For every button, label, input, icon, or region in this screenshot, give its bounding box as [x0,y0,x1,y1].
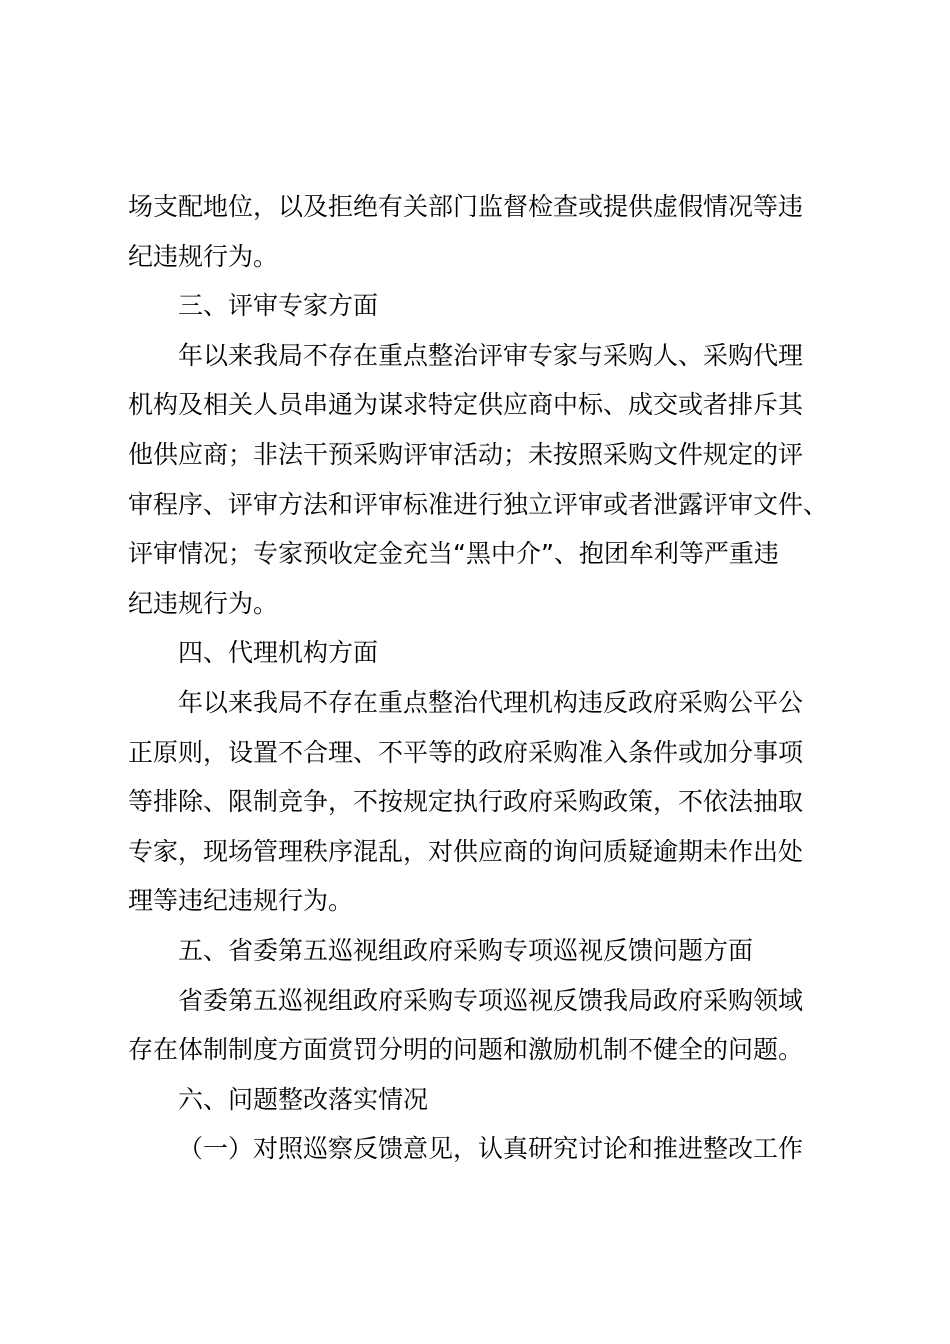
text-line: 场支配地位，以及拒绝有关部门监督检查或提供虚假情况等违 [128,192,804,221]
text-line: 纪违规行为。 [128,241,279,271]
section-heading: 五、省委第五巡视组政府采购专项巡视反馈问题方面 [178,935,754,965]
text-line: 纪违规行为。 [128,588,279,618]
section-heading: 四、代理机构方面 [178,638,379,668]
document-body [128,182,848,1174]
text-line: 机构及相关人员串通为谋求特定供应商中标、成交或者排斥其 [128,390,804,420]
text-line: 省委第五巡视组政府采购专项巡视反馈我局政府采购领域 [178,985,804,1015]
text-line: 年以来我局不存在重点整治代理机构违反政府采购公平公 [178,687,804,717]
text-line: 正原则，设置不合理、不平等的政府采购准入条件或加分事项 [128,737,804,767]
text-line: 年以来我局不存在重点整治评审专家与采购人、采购代理 [178,340,804,370]
text-line: 评审情况；专家预收定金充当“黑中介”、抱团牟利等严重违 [128,539,779,569]
text-line: 等排除、限制竞争，不按规定执行政府采购政策，不依法抽取 [128,787,804,817]
subsection-heading: （一）对照巡察反馈意见，认真研究讨论和推进整改工作 [178,1134,804,1164]
section-heading: 三、评审专家方面 [178,291,379,321]
text-line: 他供应商；非法干预采购评审活动；未按照采购文件规定的评 [128,439,804,469]
text-line: 专家，现场管理秩序混乱，对供应商的询问质疑逾期未作出处 [128,836,804,866]
section-heading: 六、问题整改落实情况 [178,1084,429,1114]
text-line: 审程序、评审方法和评审标准进行独立评审或者泄露评审文件、 [128,489,829,519]
text-line: 理等违纪违规行为。 [128,886,354,916]
text-line: 存在体制制度方面赏罚分明的问题和激励机制不健全的问题。 [128,1035,804,1065]
